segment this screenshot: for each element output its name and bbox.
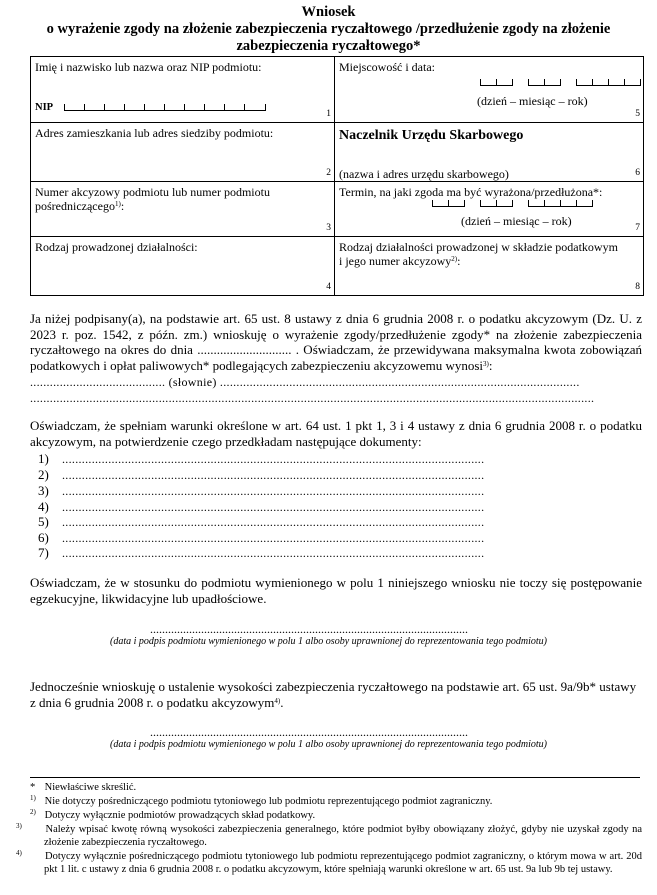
nip-label: NIP <box>35 102 54 113</box>
request-paragraph-4: Jednocześnie wnioskuję o ustalenie wysokości zabezpieczenia ryczałtowego na podstawie art. 65 ust. 9a/9b* ustawy z dnia 6 grudnia 2008 r. o podatku akcyzowym$^{4)}$. <box>30 679 637 710</box>
field-number: 1 <box>326 109 331 119</box>
document-list-item[interactable]: 4) ................................................................................................................................ <box>38 499 485 514</box>
field-8-warehouse-activity[interactable] <box>335 237 643 295</box>
field-number: 5 <box>635 109 640 119</box>
footnote-3: $^{3)}$ Należy wpisać kwotę równą wysokości zabezpieczenia generalnego, które podmiot byłby obowiązany złożyć, gdyby nie uzyskał zgody na złożenie zabezpieczenia ryczałtowego. <box>16 822 642 848</box>
field-8-label: Rodzaj działalności prowadzonej w składzie podatkowym i jego numer akcyzowy$^{2)}$: <box>339 240 618 268</box>
term-date-hint: (dzień – miesiąc – rok) <box>461 214 572 228</box>
field-5-place-date[interactable] <box>335 57 643 123</box>
field-6-tax-office[interactable] <box>335 123 643 182</box>
footnote-1: $^{1)}$ Nie dotyczy pośredniczącego podmiotu tytoniowego lub podmiotu reprezentującego podmiot zagraniczny. <box>30 794 493 807</box>
field-3-label: Numer akcyzowy podmiotu lub numer podmiotu pośredniczącego$^{1)}$: <box>35 185 270 213</box>
document-list-item[interactable]: 3) ................................................................................................................................ <box>38 483 485 498</box>
document-subtitle-line2: zabezpieczenia ryczałtowego* <box>236 38 421 54</box>
field-number: 3 <box>326 223 331 233</box>
document-list-item[interactable]: 7) ................................................................................................................................ <box>38 545 485 560</box>
field-number: 2 <box>326 168 331 178</box>
field-5-label: Miejscowość i data: <box>339 60 435 74</box>
field-7-label: Termin, na jaki zgoda ma być wyrażona/przedłużona*: <box>339 185 603 199</box>
footnote-4: $^{4)}$ Dotyczy wyłącznie pośredniczącego podmiotu tytoniowego lub podmiotu reprezentującego podmiot zagraniczny, o którym mowa w art. 20d pkt 1 lit. c ustawy z dnia 6 grudnia 2008 r. o podatku akcyzowym, które spełniają warunki określone w art. 65 ust. 9a lub 9b tej ustawy. <box>16 849 642 875</box>
field-3-excise-number[interactable] <box>31 182 335 237</box>
document-list-item[interactable]: 2) ................................................................................................................................ <box>38 467 485 482</box>
document-title: Wniosek <box>301 4 356 20</box>
field-number: 7 <box>635 223 640 233</box>
declaration-paragraph-3: Oświadczam, że w stosunku do podmiotu wymienionego w polu 1 niniejszego wniosku nie toczy się postępowanie egzekucyjne, likwidacyjne lub upadłościowe. <box>30 575 642 606</box>
document-list-item[interactable]: 1) ................................................................................................................................ <box>38 451 485 466</box>
amount-continuation-line[interactable]: ........................................................................................................................................................................... <box>30 391 595 405</box>
signature-line-1[interactable]: .......................................................................................................... <box>150 622 468 636</box>
term-year-boxes[interactable] <box>528 200 592 207</box>
signature-caption-2: (data i podpis podmiotu wymienionego w polu 1 albo osoby uprawnionej do reprezentowania tego podmiotu) <box>109 739 547 750</box>
field-number: 6 <box>635 168 640 178</box>
document-list-item[interactable]: 5) ................................................................................................................................ <box>38 514 485 529</box>
footnote-divider <box>30 777 640 778</box>
footnote-2: $^{2)}$ Dotyczy wyłącznie podmiotów prowadzących skład podatkowy. <box>30 808 316 821</box>
field-7-term[interactable] <box>335 182 643 237</box>
field-2-label: Adres zamieszkania lub adres siedziby podmiotu: <box>35 126 274 140</box>
amount-in-words-line[interactable]: ......................................... (słownie) ............................................................................................................. <box>30 375 580 389</box>
field-4-label: Rodzaj prowadzonej działalności: <box>35 240 198 254</box>
declaration-paragraph-2: Oświadczam, że spełniam warunki określone w art. 64 ust. 1 pkt 1, 3 i 4 ustawy z dnia 6 grudnia 2008 r. o podatku akcyzowym, na potwierdzenie czego przedkładam następujące dokumenty: <box>30 418 642 449</box>
document-list-item[interactable]: 6) ................................................................................................................................ <box>38 530 485 545</box>
date-day-boxes[interactable] <box>480 79 512 86</box>
tax-office-heading: Naczelnik Urzędu Skarbowego <box>339 128 524 143</box>
term-day-boxes[interactable] <box>432 200 464 207</box>
date-year-boxes[interactable] <box>576 79 640 86</box>
field-1-label: Imię i nazwisko lub nazwa oraz NIP podmiotu: <box>35 60 262 74</box>
nip-comb-boxes[interactable] <box>64 104 266 111</box>
footnote-star: * Niewłaściwe skreślić. <box>30 782 137 793</box>
field-number: 4 <box>326 282 331 292</box>
term-month-boxes[interactable] <box>480 200 512 207</box>
date-hint: (dzień – miesiąc – rok) <box>477 94 588 108</box>
field-number: 8 <box>635 282 640 292</box>
field-1-name-nip[interactable] <box>31 57 335 123</box>
declaration-paragraph-1: Ja niżej podpisany(a), na podstawie art. 65 ust. 8 ustawy z dnia 6 grudnia 2008 r. o podatku akcyzowym (Dz. U. z 2023 r. poz. 1542, z późn. zm.) wnioskuję o wyrażenie zgody/przedłużenie zgody* na złożenie zabezpieczenia ryczałtowego na okres do dnia ............................. . Oświadczam, że przewidywana maksymalna kwota zobowiązań podatkowych i opłat paliwowych* podlegających zabezpieczeniu akcyzowemu wynosi$^{3)}$: <box>30 311 642 373</box>
document-subtitle-line1: o wyrażenie zgody na złożenie zabezpieczenia ryczałtowego /przedłużenie zgody na złożenie <box>46 21 611 37</box>
form-grid <box>30 56 644 296</box>
date-month-boxes[interactable] <box>528 79 560 86</box>
field-2-address[interactable] <box>31 123 335 182</box>
signature-line-2[interactable]: .......................................................................................................... <box>150 725 468 739</box>
field-4-activity-type[interactable] <box>31 237 335 295</box>
signature-caption-1: (data i podpis podmiotu wymienionego w polu 1 albo osoby uprawnionej do reprezentowania tego podmiotu) <box>109 636 547 647</box>
tax-office-hint: (nazwa i adres urzędu skarbowego) <box>339 167 509 181</box>
